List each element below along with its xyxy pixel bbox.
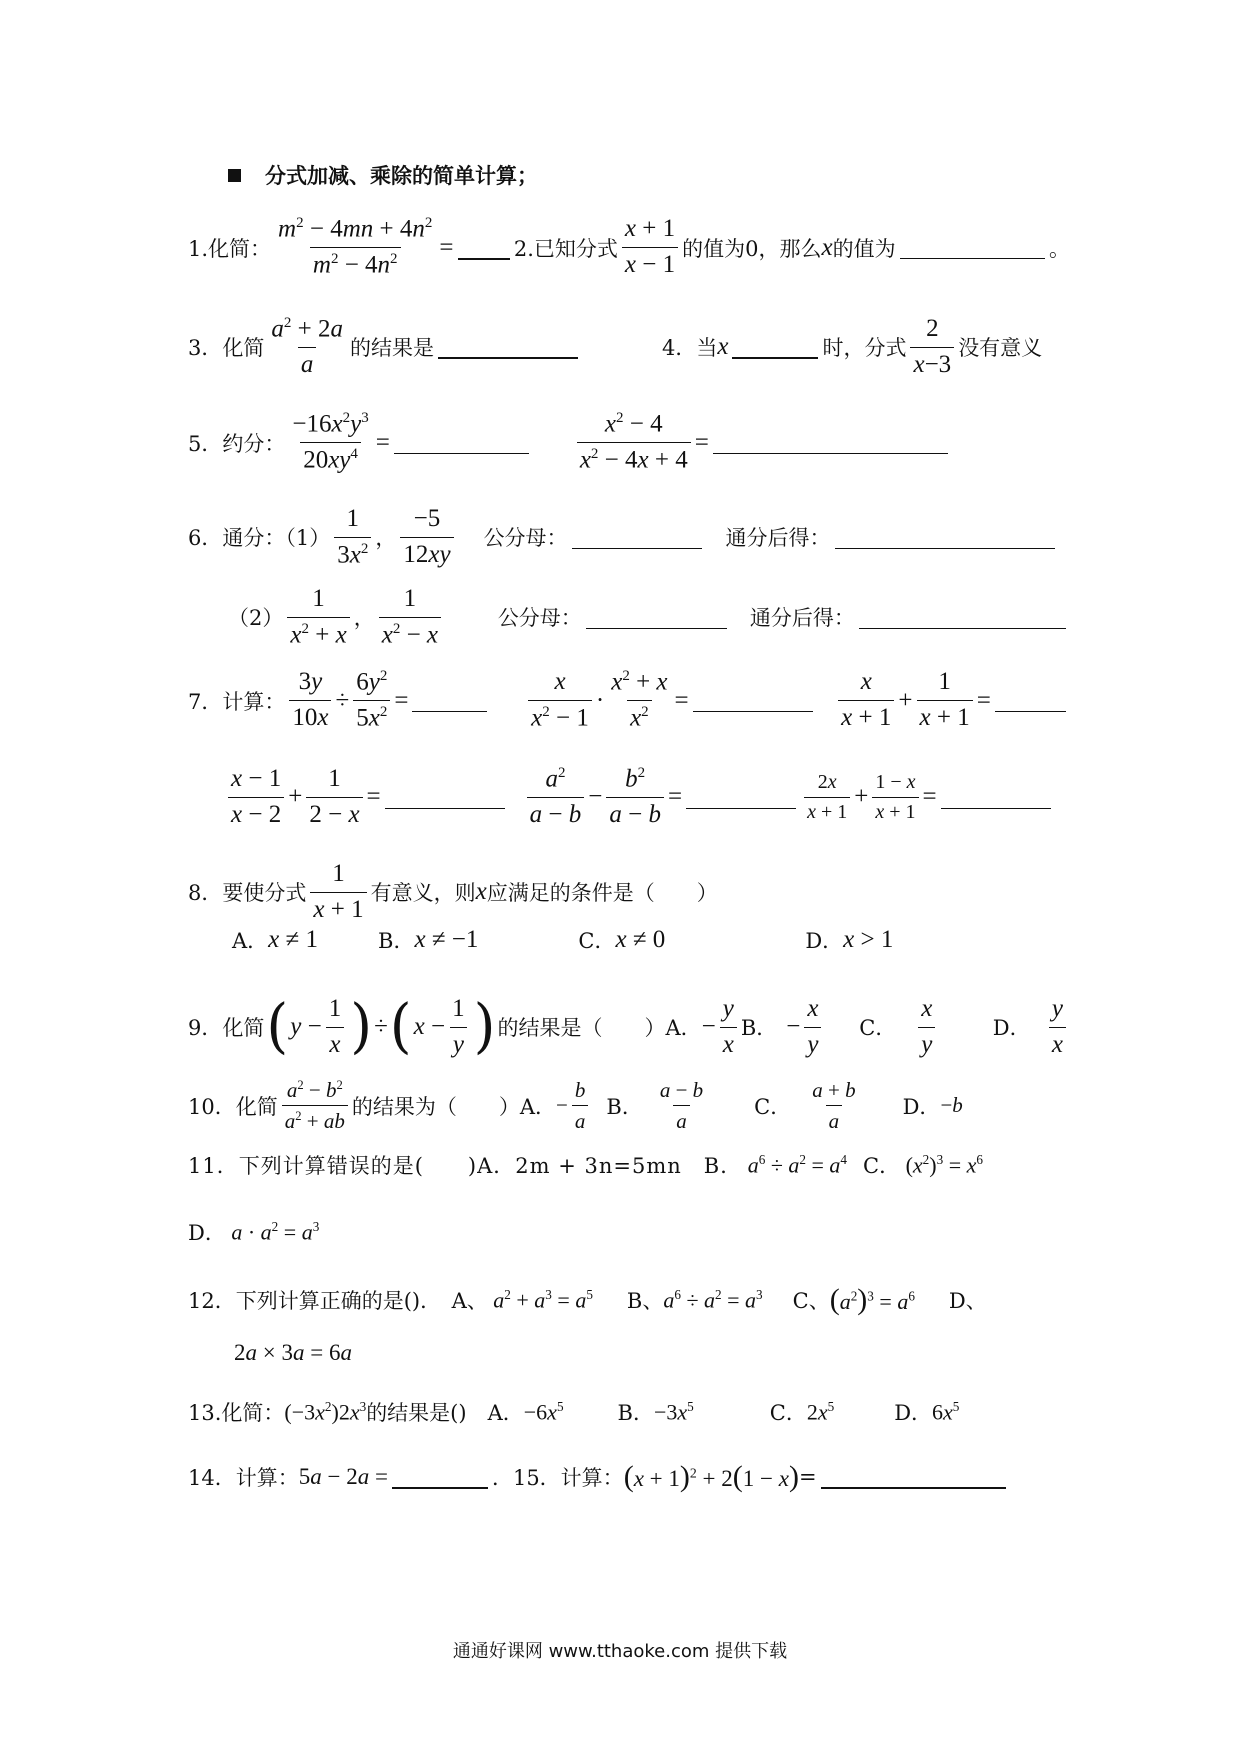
fraction: $\frac{2x}{x + 1}$ [804,771,850,824]
answer-blank[interactable] [732,335,818,359]
question-3-4: 3．化简 $\frac{a^2 + 2a}{a}$ 的结果是 4．当 x 时，分式 $\frac{2}{x-3}$ 没有意义 [188,315,1043,379]
fraction: $\frac{b^2}{a - b}$ [606,765,664,830]
fraction: $\frac{2}{x-3}$ [910,315,954,380]
question-13: 13.化简： $(-3x^2)2x^3$ 的结果是() A． $-6x^5$ B． $-3x^5$ C． $2x^5$ D． $6x^5$ [188,1398,960,1425]
fraction: $\frac{a - b}{a}$ [659,1078,704,1134]
fraction: $\frac{1}{2 - x}$ [306,765,362,830]
question-11: 11．下列计算错误的是( )A．2m + 3n=5mn B． $a^6 \div a^2 = a^4$ C． $(x^2)^3 = x^6$ [188,1151,983,1178]
fraction: $\frac{1}{x + 1}$ [917,668,973,733]
question-6-2: （2） $\frac{1}{x^2 + x}$ ， $\frac{1}{x^2 - x}$ 公分母： 通分后得： [228,585,1070,650]
answer-blank[interactable] [859,606,1066,629]
answer-blank[interactable] [686,786,796,809]
fraction: $\frac{1}{x}$ [326,995,345,1060]
fraction: $\frac{a^2}{a - b}$ [527,765,585,830]
question-10: 10．化简 $\frac{a^2 - b^2}{a^2 + ab}$ 的结果为（ ）A． − $\frac{b}{a}$ B． $\frac{a - b}{a}$ C． $\frac{a + b}{a}$ D． −b [188,1078,963,1134]
fraction: $\frac{a + b}{a}$ [812,1078,856,1134]
question-9: 9．化简 ( y − $\frac{1}{x}$ ) ÷ ( x − $\frac{1}{y}$ ) 的结果是（ ）A． − $\frac{y}{x}$ B． − $\frac{x}{y}$ C． $\frac{x}{y}$ D． $\frac{y}{x}$ [188,995,1070,1060]
question-7-row2: $\frac{x - 1}{x - 2}$ + $\frac{1}{2 - x}$ = $\frac{a^2}{a - b}$ − $\frac{b^2}{a - b}$ = $\frac{2x}{x + 1}$ + $\frac{1 - x}{x + 1}$ = [224,765,1070,830]
question-8: 8．要使分式 $\frac{1}{x + 1}$ 有意义，则 x 应满足的条件是（ ） [188,860,718,923]
section-title: 分式加减、乘除的简单计算； [228,160,1070,190]
fraction: $\frac{1}{x + 1}$ [310,860,366,925]
fraction: $\frac{-5}{12xy}$ [400,505,453,570]
answer-blank[interactable] [412,689,487,712]
fraction: $\frac{x}{y}$ [918,995,935,1060]
answer-blank[interactable] [995,689,1066,712]
answer-blank[interactable] [900,236,1045,259]
fraction: $\frac{x + 1}{x - 1}$ [622,215,678,280]
answer-blank[interactable] [394,431,529,454]
question-1-2: 1.化简： $\frac{m^2 - 4mn + 4n^2}{m^2 - 4n^2}$ = 2.已知分式 $\frac{x + 1}{x - 1}$ 的值为0，那么 x 的值为 。 [188,215,1070,279]
answer-blank[interactable] [821,1465,1006,1489]
fraction: $\frac{x - 1}{x - 2}$ [228,765,284,830]
question-14-15: 14．计算： 5a − 2a = ．15．计算： $(x + 1)^2 + 2(1 - x)$ = [188,1460,1070,1494]
answer-blank[interactable] [458,236,510,260]
fraction: $\frac{b}{a}$ [572,1078,589,1133]
fraction: $\frac{1}{y}$ [449,995,468,1060]
fraction: $\frac{y}{x}$ [720,995,737,1060]
question-6-1: 6．通分：（1） $\frac{1}{3x^2}$ ， $\frac{-5}{12xy}$ 公分母： 通分后得： [188,505,1070,570]
fraction: $\frac{a^2 + 2a}{a}$ [271,315,343,379]
fraction: $\frac{3y}{10x}$ [289,668,331,733]
fraction: $\frac{6y^2}{5x^2}$ [353,668,390,733]
fraction: $\frac{x^2 + x}{x^2}$ [611,668,668,732]
fraction: $\frac{y}{x}$ [1049,995,1066,1060]
question-12-d: 2a × 3a = 6a [234,1340,352,1365]
fraction: $\frac{x}{x^2 - 1}$ [528,668,592,733]
fraction: $\frac{1}{3x^2}$ [334,505,371,570]
fraction: $\frac{x^2 - 4}{x^2 - 4x + 4}$ [577,410,691,475]
fraction: $\frac{1}{x^2 - x}$ [379,585,441,650]
question-11-d: D． $a \cdot a^2 = a^3$ [188,1218,320,1245]
bullet-icon [228,169,241,182]
question-8-options: A． x ≠ 1 B． x ≠ −1 C． x ≠ 0 D． x > 1 [232,926,894,953]
fraction: $\frac{-16x^2y^3}{20xy^4}$ [292,410,369,474]
fraction: $\frac{1 - x}{x + 1}$ [872,771,918,824]
answer-blank[interactable] [438,335,578,359]
question-12: 12．下列计算正确的是()． A、 $a^2 + a^3 = a^5$ B、 $a^6 \div a^2 = a^3$ C、 $(a^2)^3 = a^6$ D、 [188,1283,987,1316]
question-5: 5．约分： $\frac{-16x^2y^3}{20xy^4}$ = $\frac{x^2 - 4}{x^2 - 4x + 4}$ = [188,410,1070,475]
answer-blank[interactable] [941,786,1051,809]
fraction: $\frac{a^2 - b^2}{a^2 + ab}$ [282,1078,348,1133]
answer-blank[interactable] [392,1465,488,1489]
fraction: $\frac{x}{y}$ [804,995,821,1060]
answer-blank[interactable] [693,689,813,712]
question-7-row1: 7．计算： $\frac{3y}{10x}$ ÷ $\frac{6y^2}{5x^2}$ = $\frac{x}{x^2 - 1}$ · $\frac{x^2 + x}{x^2}$ = $\frac{x}{x + 1}$ + $\frac{1}{x + 1}$ = [188,668,1070,733]
fraction: $\frac{x}{x + 1}$ [838,668,894,733]
answer-blank[interactable] [713,431,948,454]
answer-blank[interactable] [385,786,505,809]
fraction: $\frac{m^2 - 4mn + 4n^2}{m^2 - 4n^2}$ [278,215,433,279]
answer-blank[interactable] [586,606,727,629]
fraction: $\frac{1}{x^2 + x}$ [287,585,349,650]
answer-blank[interactable] [572,526,702,549]
answer-blank[interactable] [835,526,1055,549]
page-footer: 通通好课网 www.tthaoke.com 提供下载 [452,1641,788,1662]
